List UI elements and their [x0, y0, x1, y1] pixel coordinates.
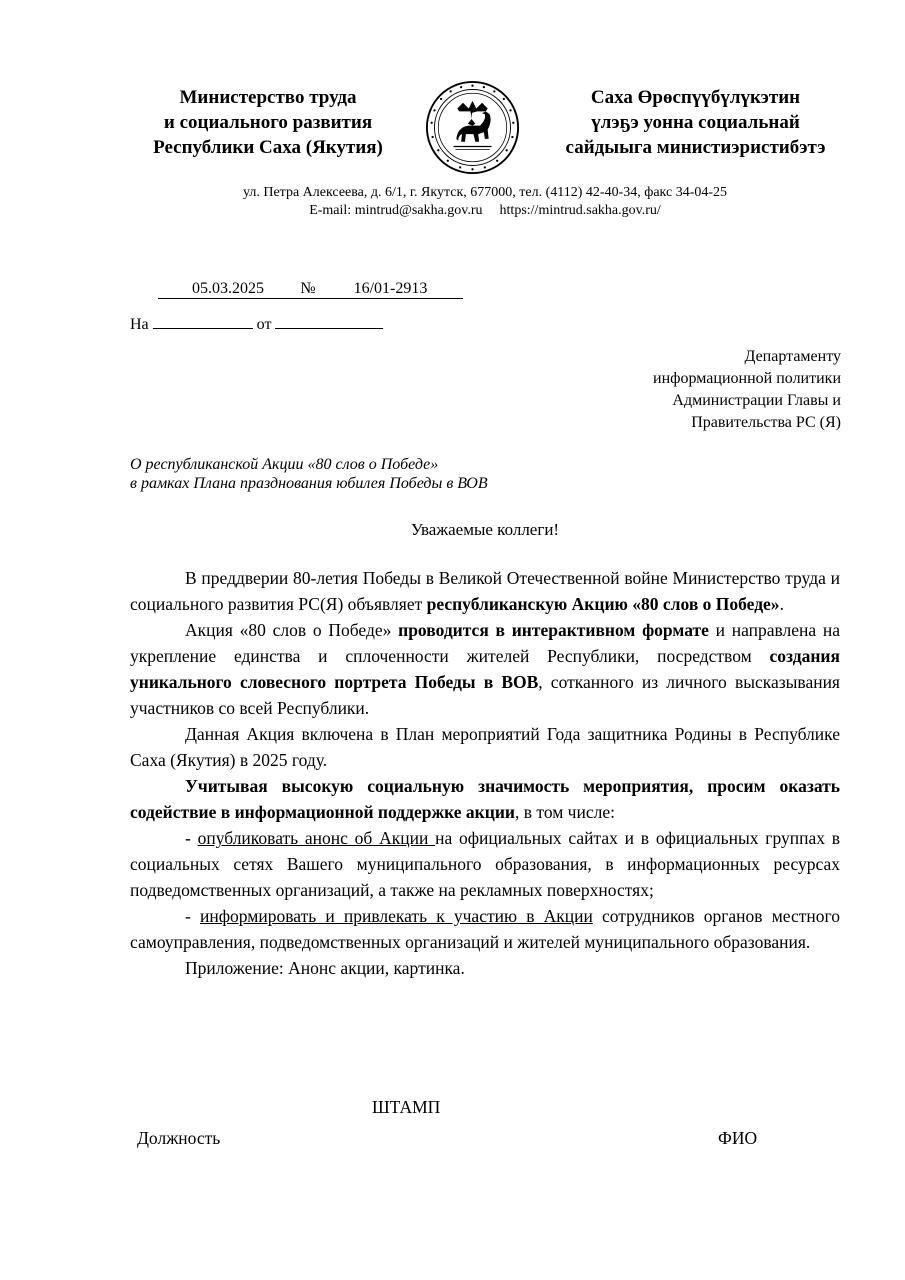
signatory-name: ФИО: [718, 1128, 758, 1148]
ministry-name-russian: [138, 85, 398, 160]
p2-text-a: Акция «80 слов о Победе»: [185, 620, 399, 640]
reply-to-label: На: [130, 316, 149, 333]
contact-block: [160, 184, 810, 220]
p6-text-b: сотрудников органов местного самоуправления, подведомственных организаций и жителей муниципального образования.: [130, 906, 841, 952]
reply-reference-line: [130, 314, 383, 334]
email-text: E-mail: mintrud@sakha.gov.ru: [309, 203, 483, 218]
addressee-block: [581, 346, 841, 434]
p2-text-b: проводится в интерактивном формате: [398, 620, 709, 640]
email-web-line: [160, 202, 810, 220]
signatory-position: Должность: [137, 1128, 221, 1148]
letter-body: [130, 565, 840, 981]
subject-line-1: О республиканской Акции «80 слов о Победе»: [130, 456, 439, 473]
list-item-inform: [130, 903, 840, 955]
p2-text-c: и направлена на укрепление единства и сплоченности жителей Республики, посредством: [130, 620, 841, 666]
addressee-line-2: информационной политики: [653, 370, 841, 387]
ministry-name-ru-line-1: Министерство труда: [179, 87, 357, 108]
stamp-placeholder: ШТАМП: [372, 1097, 441, 1117]
p6-text-a: информировать и привлекать к участию в Акции: [199, 906, 593, 926]
ministry-name-yakut: [548, 85, 843, 160]
from-label: от: [256, 316, 272, 333]
p5-dash: -: [185, 828, 198, 848]
paragraph-request: [130, 773, 840, 825]
ministry-name-sah-line-2: үлэҕэ уонна социальнай: [591, 112, 800, 133]
greeting: Уважаемые коллеги!: [410, 520, 560, 539]
ministry-name-ru-line-3: Республики Саха (Якутия): [153, 137, 383, 158]
reply-number-blank: [153, 314, 253, 329]
website-text: https://mintrud.sakha.gov.ru/: [499, 203, 661, 218]
p1-text-a: В преддверии 80-летия Победы в Великой Отечественной войне Министерство труда и социального развития РС(Я) объявляет: [130, 568, 840, 614]
addressee-line-3: Администрации Главы и: [672, 392, 841, 409]
paragraph-plan: Данная Акция включена в План мероприятий Года защитника Родины в Республике Саха (Якутия) в 2025 году.: [130, 724, 840, 770]
p4-text-a: Учитывая высокую социальную значимость мероприятия, просим оказать содействие в информационной поддержке акции: [130, 776, 840, 822]
addressee-line-4: Правительства РС (Я): [691, 414, 841, 431]
registration-line: [158, 279, 463, 299]
p6-dash: -: [185, 906, 200, 926]
p2-text-e: , сотканного из личного высказывания участников со всей Республики.: [130, 672, 840, 718]
p5-text-b: на официальных сайтах и в официальных группах в социальных сетях Вашего муниципального образования, в информационных ресурсах подведомственных организаций, а также на рекламных поверхностях;: [130, 828, 840, 900]
reply-date-blank: [275, 314, 383, 329]
ministry-name-sah-line-1: Саха Өрөспүүбүлүкэтин: [590, 87, 801, 108]
ministry-name-ru-line-2: и социального развития: [163, 112, 373, 133]
p4-text-b: , в том числе:: [515, 802, 615, 822]
paragraph-format: [130, 617, 840, 721]
sakha-republic-emblem-icon: [425, 80, 520, 175]
ministry-name-sah-line-3: сайдыыга министиэристибэтэ: [565, 137, 826, 158]
subject-line-2: в рамках Плана празднования юбилея Победы в ВОВ: [130, 475, 488, 492]
address-line: ул. Петра Алексеева, д. 6/1, г. Якутск, 677000, тел. (4112) 42-40-34, факс 34-04-25: [242, 185, 728, 200]
subject-block: [130, 455, 630, 493]
document-date: 05.03.2025: [158, 279, 298, 299]
number-sign: №: [298, 279, 318, 299]
p1-text-b: республиканскую Акцию «80 слов о Победе»: [426, 594, 780, 614]
p5-text-a: опубликовать анонс об Акции: [197, 828, 436, 848]
addressee-line-1: Департаменту: [744, 348, 841, 365]
paragraph-attachment: Приложение: Анонс акции, картинка.: [185, 958, 465, 978]
list-item-publish: [130, 825, 840, 903]
p1-text-c: .: [779, 594, 784, 614]
paragraph-announcement: [130, 565, 840, 617]
p2-text-d: создания уникального словесного портрета Победы в ВОВ: [130, 646, 840, 692]
document-number: 16/01-2913: [318, 279, 463, 299]
